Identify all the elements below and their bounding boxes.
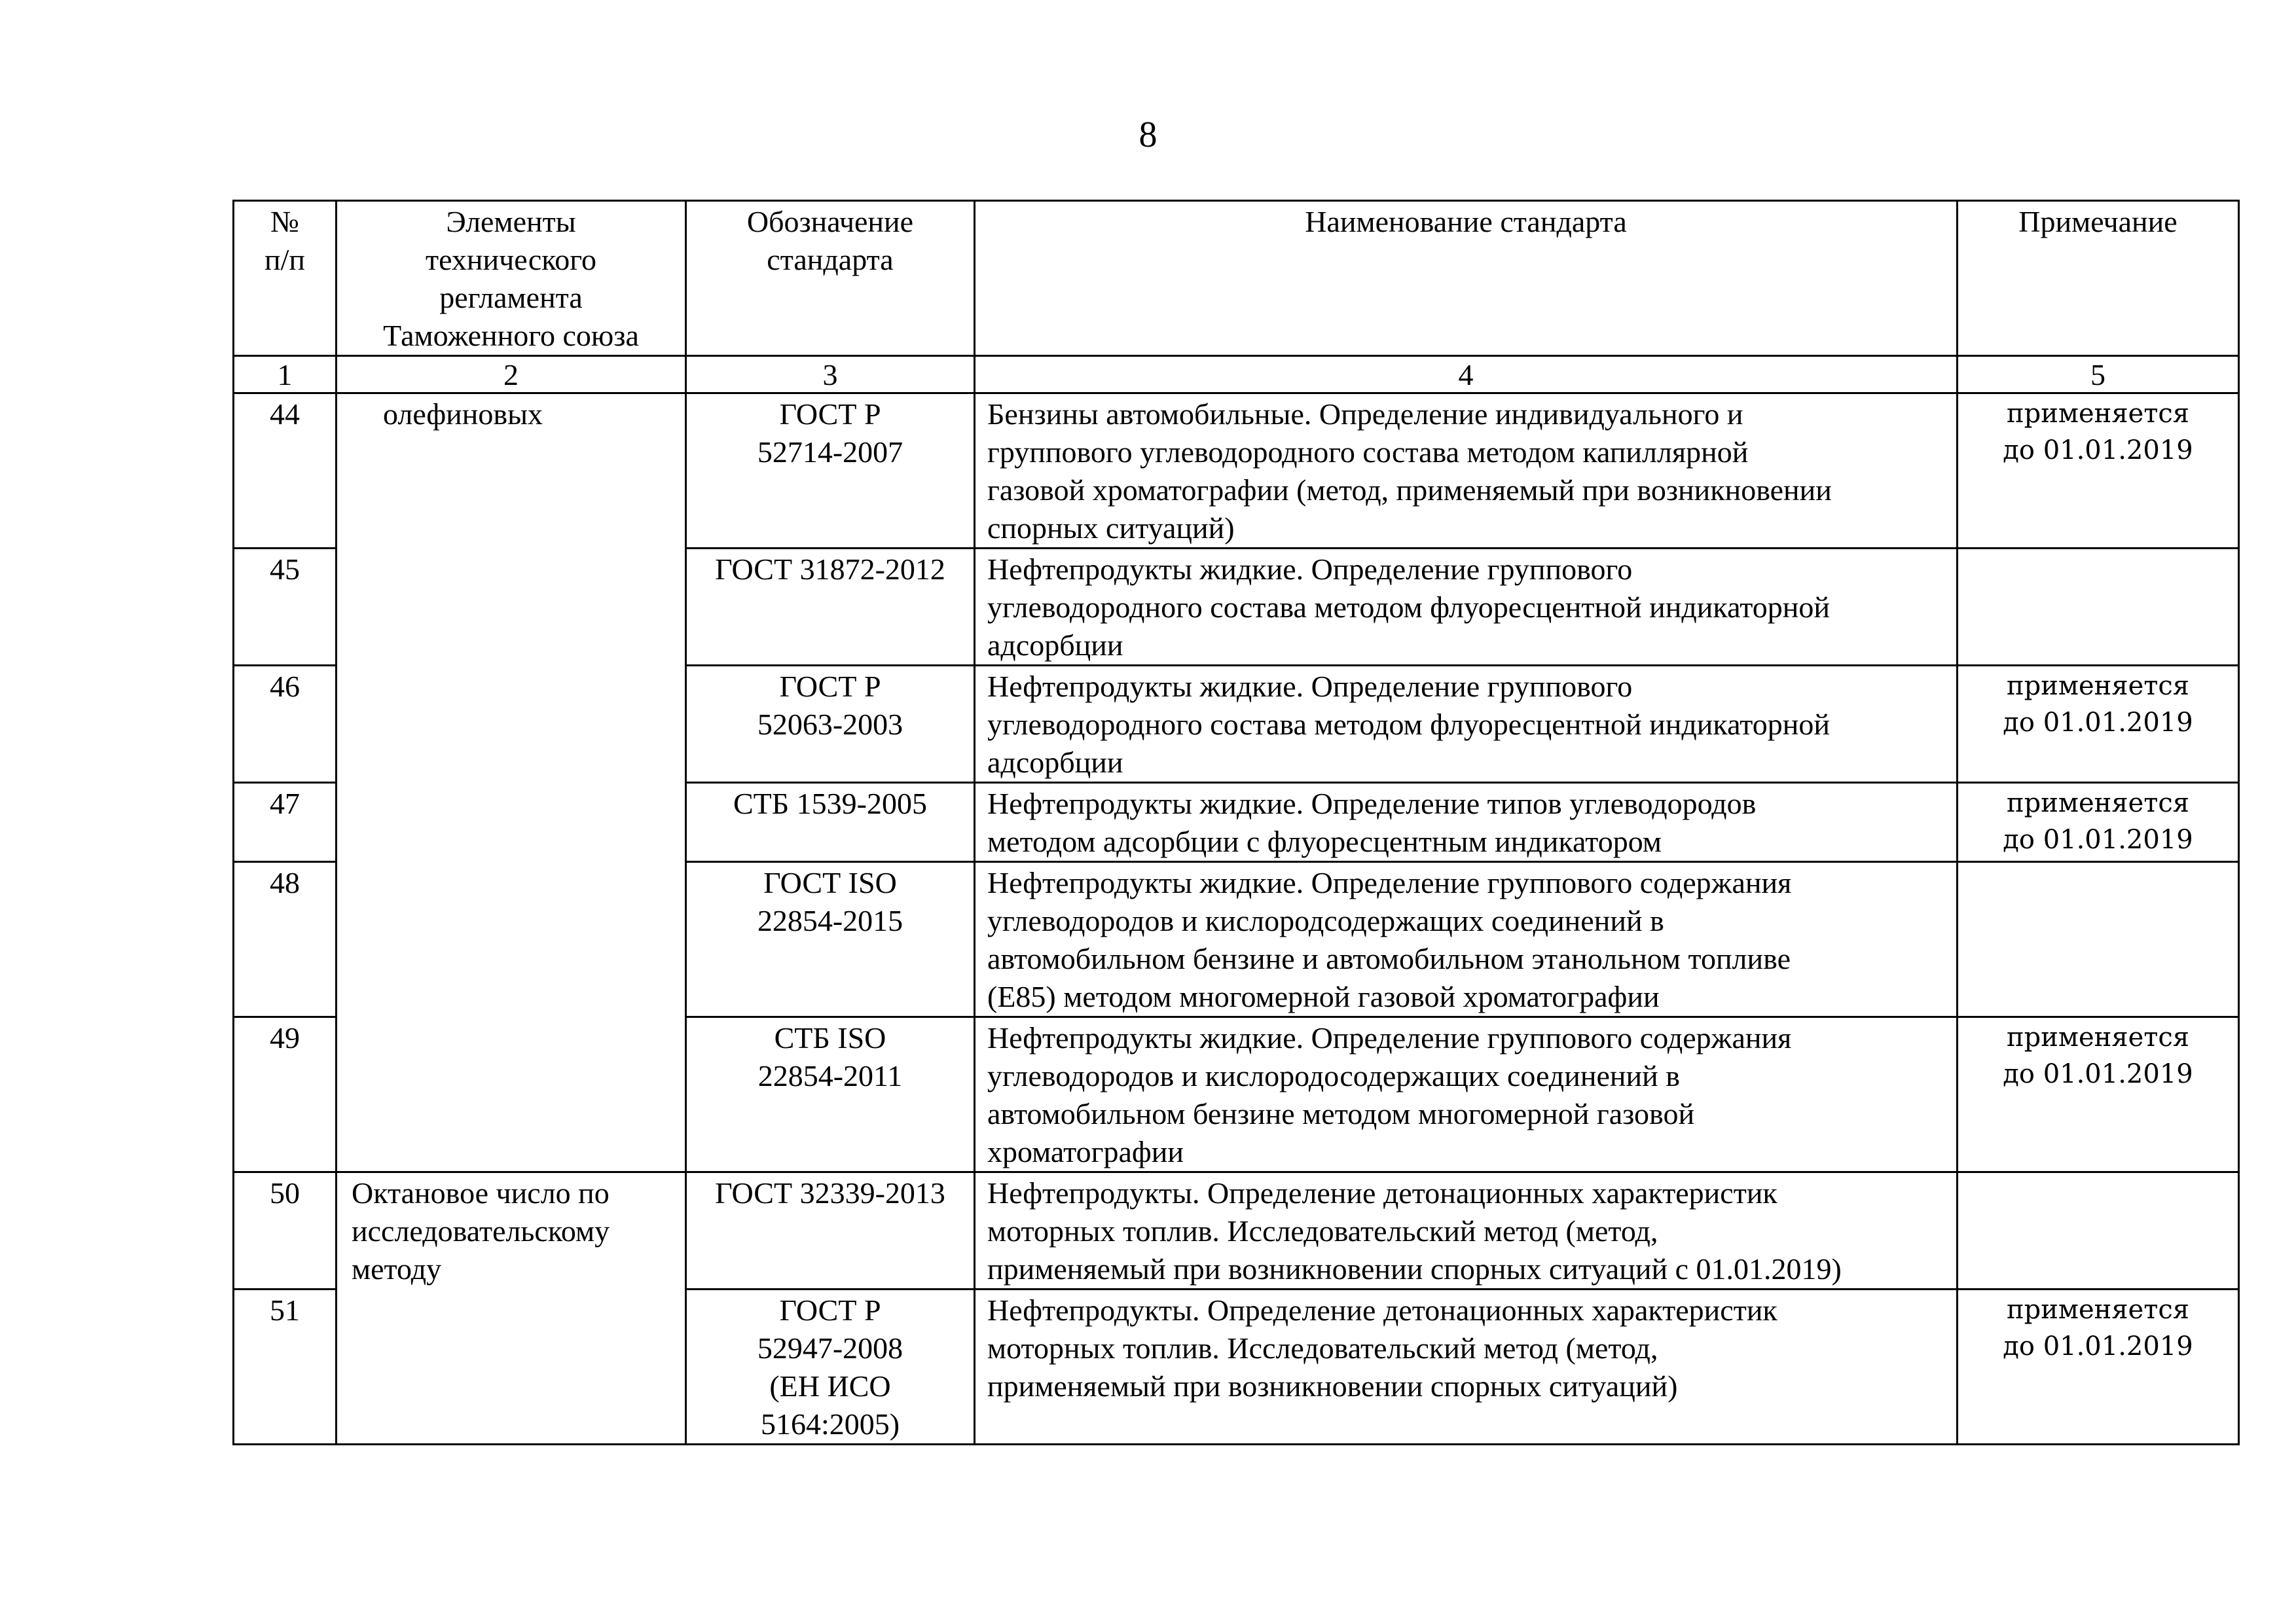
note-cell: [1958, 862, 2239, 1017]
column-number-row: [234, 356, 2239, 393]
standard-name-cell: Нефтепродукты жидкие. Определение группового углеводородного состава методом флуоресцентной индикаторной адсорбции: [975, 666, 1958, 783]
row-number: 46: [234, 666, 337, 783]
note-cell: применяется до 01.01.2019: [1958, 1290, 2239, 1445]
designation-cell: ГОСТ ISO 22854-2015: [686, 862, 975, 1017]
note-cell: [1958, 1172, 2239, 1290]
standard-name-cell: Нефтепродукты жидкие. Определение группового содержания углеводородов и кислородосодержащих соединений в автомобильном бензине методом многомерной газовой хроматографии: [975, 1017, 1958, 1172]
table-row: [234, 1172, 2239, 1290]
row-number: 45: [234, 549, 337, 666]
note-cell: [1958, 549, 2239, 666]
designation-cell: ГОСТ Р 52714-2007: [686, 393, 975, 549]
designation-cell: СТБ 1539-2005: [686, 783, 975, 862]
page-number: 8: [1139, 115, 1157, 155]
standard-name-cell: Нефтепродукты жидкие. Определение типов углеводородов методом адсорбции с флуоресцентным индикатором: [975, 783, 1958, 862]
row-number: 48: [234, 862, 337, 1017]
note-cell: применяется до 01.01.2019: [1958, 783, 2239, 862]
header-standard-name: Наименование стандарта: [975, 201, 1958, 356]
standard-name-cell: Бензины автомобильные. Определение индивидуального и группового углеводородного состава методом капиллярной газовой хроматографии (метод, применяемый при возникновении спорных ситуаций): [975, 393, 1958, 549]
standard-name-cell: Нефтепродукты. Определение детонационных характеристик моторных топлив. Исследовательский метод (метод, применяемый при возникновении спорных ситуаций): [975, 1290, 1958, 1445]
standard-name-cell: Нефтепродукты жидкие. Определение группового содержания углеводородов и кислородсодержащих соединений в автомобильном бензине и автомобильном этанольном топливе (Е85) методом многомерной газовой хроматографии: [975, 862, 1958, 1017]
row-number: 50: [234, 1172, 337, 1290]
designation-cell: ГОСТ Р 52947-2008 (ЕН ИСО 5164:2005): [686, 1290, 975, 1445]
designation-cell: ГОСТ 32339-2013: [686, 1172, 975, 1290]
designation-cell: ГОСТ 31872-2012: [686, 549, 975, 666]
header-row: [234, 201, 2239, 356]
standard-name-cell: Нефтепродукты жидкие. Определение группового углеводородного состава методом флуоресцентной индикаторной адсорбции: [975, 549, 1958, 666]
element-cell: Октановое число по исследовательскому методу: [337, 1172, 686, 1445]
row-number: 51: [234, 1290, 337, 1445]
column-number: 1: [234, 356, 337, 393]
designation-cell: СТБ ISO 22854-2011: [686, 1017, 975, 1172]
header-designation: Обозначение стандарта: [686, 201, 975, 356]
header-note: Примечание: [1958, 201, 2239, 356]
column-number: 5: [1958, 356, 2239, 393]
standard-name-cell: Нефтепродукты. Определение детонационных характеристик моторных топлив. Исследовательский метод (метод, применяемый при возникновении спорных ситуаций с 01.01.2019): [975, 1172, 1958, 1290]
column-number: 2: [337, 356, 686, 393]
standards-table: [232, 200, 2240, 1445]
row-number: 49: [234, 1017, 337, 1172]
header-number: № п/п: [234, 201, 337, 356]
note-cell: применяется до 01.01.2019: [1958, 1017, 2239, 1172]
column-number: 4: [975, 356, 1958, 393]
element-cell: олефиновых: [337, 393, 686, 1172]
table-row: [234, 393, 2239, 549]
note-cell: применяется до 01.01.2019: [1958, 666, 2239, 783]
designation-cell: ГОСТ Р 52063-2003: [686, 666, 975, 783]
note-cell: применяется до 01.01.2019: [1958, 393, 2239, 549]
header-elements: Элементы технического регламента Таможенного союза: [337, 201, 686, 356]
row-number: 47: [234, 783, 337, 862]
row-number: 44: [234, 393, 337, 549]
column-number: 3: [686, 356, 975, 393]
